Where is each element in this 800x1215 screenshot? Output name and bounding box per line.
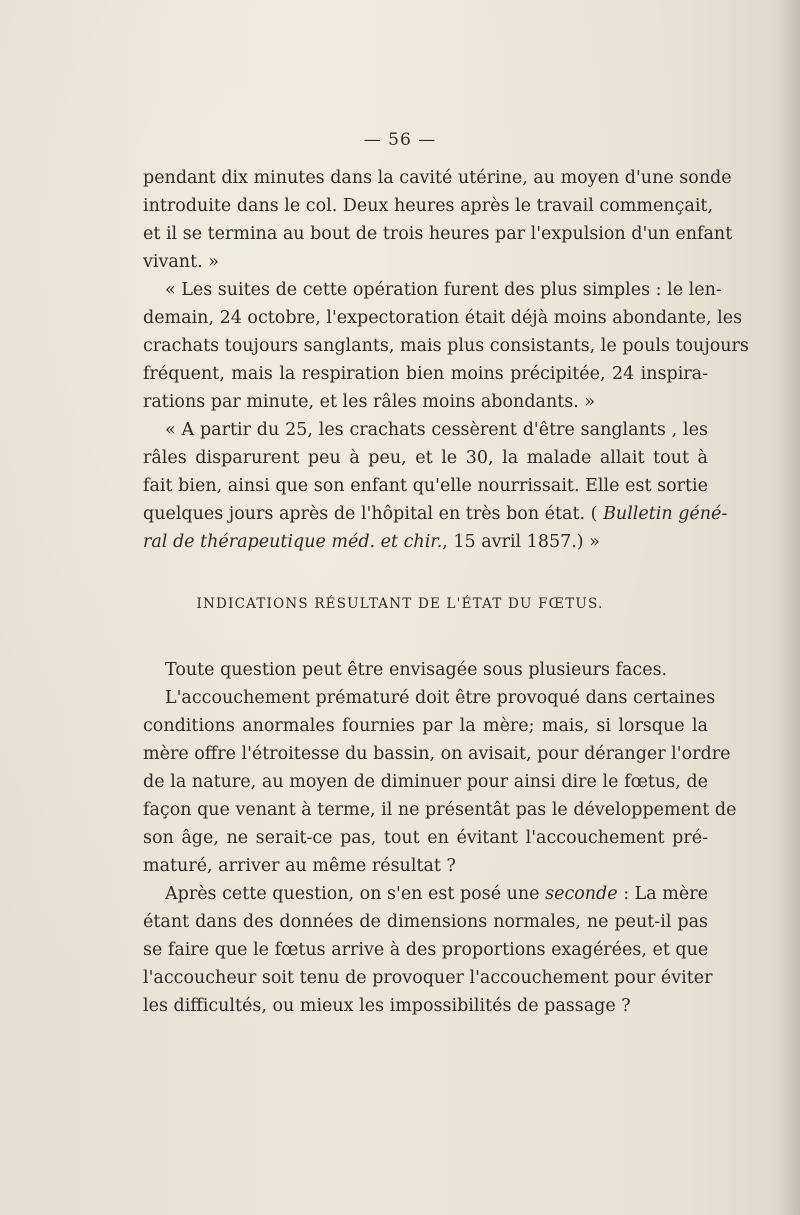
text-line: étant dans des données de dimensions normales, ne peut-il pas (143, 912, 708, 932)
citation-line (143, 528, 708, 556)
text-line: mère offre l'étroitesse du bassin, on avisait, pour déranger l'ordre (143, 744, 731, 764)
citation-journal-part2: ral de thérapeutique méd. et chir. (143, 532, 443, 552)
text-line: rations par minute, et les râles moins abondants. » (143, 392, 596, 412)
text-line: l'accoucheur soit tenu de provoquer l'accouchement pour éviter (143, 968, 713, 988)
text-line: Toute question peut être envisagée sous plusieurs faces. (165, 660, 668, 680)
text-line: de la nature, au moyen de diminuer pour ainsi dire le fœtus, de (143, 772, 708, 792)
text-line: façon que venant à terme, il ne présentât pas le développement de (143, 800, 737, 820)
text-line: « Les suites de cette opération furent des plus simples : le len- (165, 280, 722, 300)
text-line: vivant. » (143, 252, 219, 272)
italic-word: seconde (545, 884, 618, 904)
citation-journal-part1: Bulletin géné- (603, 504, 728, 524)
bottom-text-block (143, 656, 737, 1020)
text-line: demain, 24 octobre, l'expectoration était déjà moins abondante, les (143, 308, 743, 328)
page-number: — 56 — (363, 130, 437, 150)
text-fragment: : La mère (623, 884, 708, 904)
text-line: crachats toujours sanglants, mais plus consistants, le pouls toujours (143, 336, 749, 356)
text-line: les difficultés, ou mieux les impossibilités de passage ? (143, 996, 631, 1016)
text-line: son âge, ne serait-ce pas, tout en évitant l'accouchement pré- (143, 828, 708, 848)
text-line: maturé, arriver au même résultat ? (143, 856, 456, 876)
top-text-block (143, 164, 749, 556)
text-line: pendant dix minutes dans la cavité utérine, au moyen d'une sonde (143, 168, 732, 188)
section-heading: INDICATIONS RÉSULTANT DE L'ÉTAT DU FŒTUS. (196, 596, 604, 612)
citation-line (143, 500, 728, 528)
text-fragment: quelques jours après de l'hôpital en très bon état. ( (143, 504, 598, 524)
text-line (143, 880, 708, 908)
text-line: introduite dans le col. Deux heures après le travail commençait, (143, 196, 714, 216)
text-line: « A partir du 25, les crachats cessèrent d'être sanglants , les (165, 420, 708, 440)
text-line: fait bien, ainsi que son enfant qu'elle nourrissait. Elle est sortie (143, 476, 708, 496)
text-line: L'accouchement prématuré doit être provoqué dans certaines (165, 688, 716, 708)
text-fragment: Après cette question, on s'en est posé une (165, 884, 540, 904)
text-line: conditions anormales fournies par la mère; mais, si lorsque la (143, 716, 708, 736)
text-line: se faire que le fœtus arrive à des proportions exagérées, et que (143, 940, 709, 960)
citation-date: , 15 avril 1857.) » (442, 532, 600, 552)
text-line: fréquent, mais la respiration bien moins précipitée, 24 inspira- (143, 364, 708, 384)
text-line: et il se termina au bout de trois heures par l'expulsion d'un enfant (143, 224, 733, 244)
text-line: râles disparurent peu à peu, et le 30, la malade allait tout à (143, 448, 708, 468)
